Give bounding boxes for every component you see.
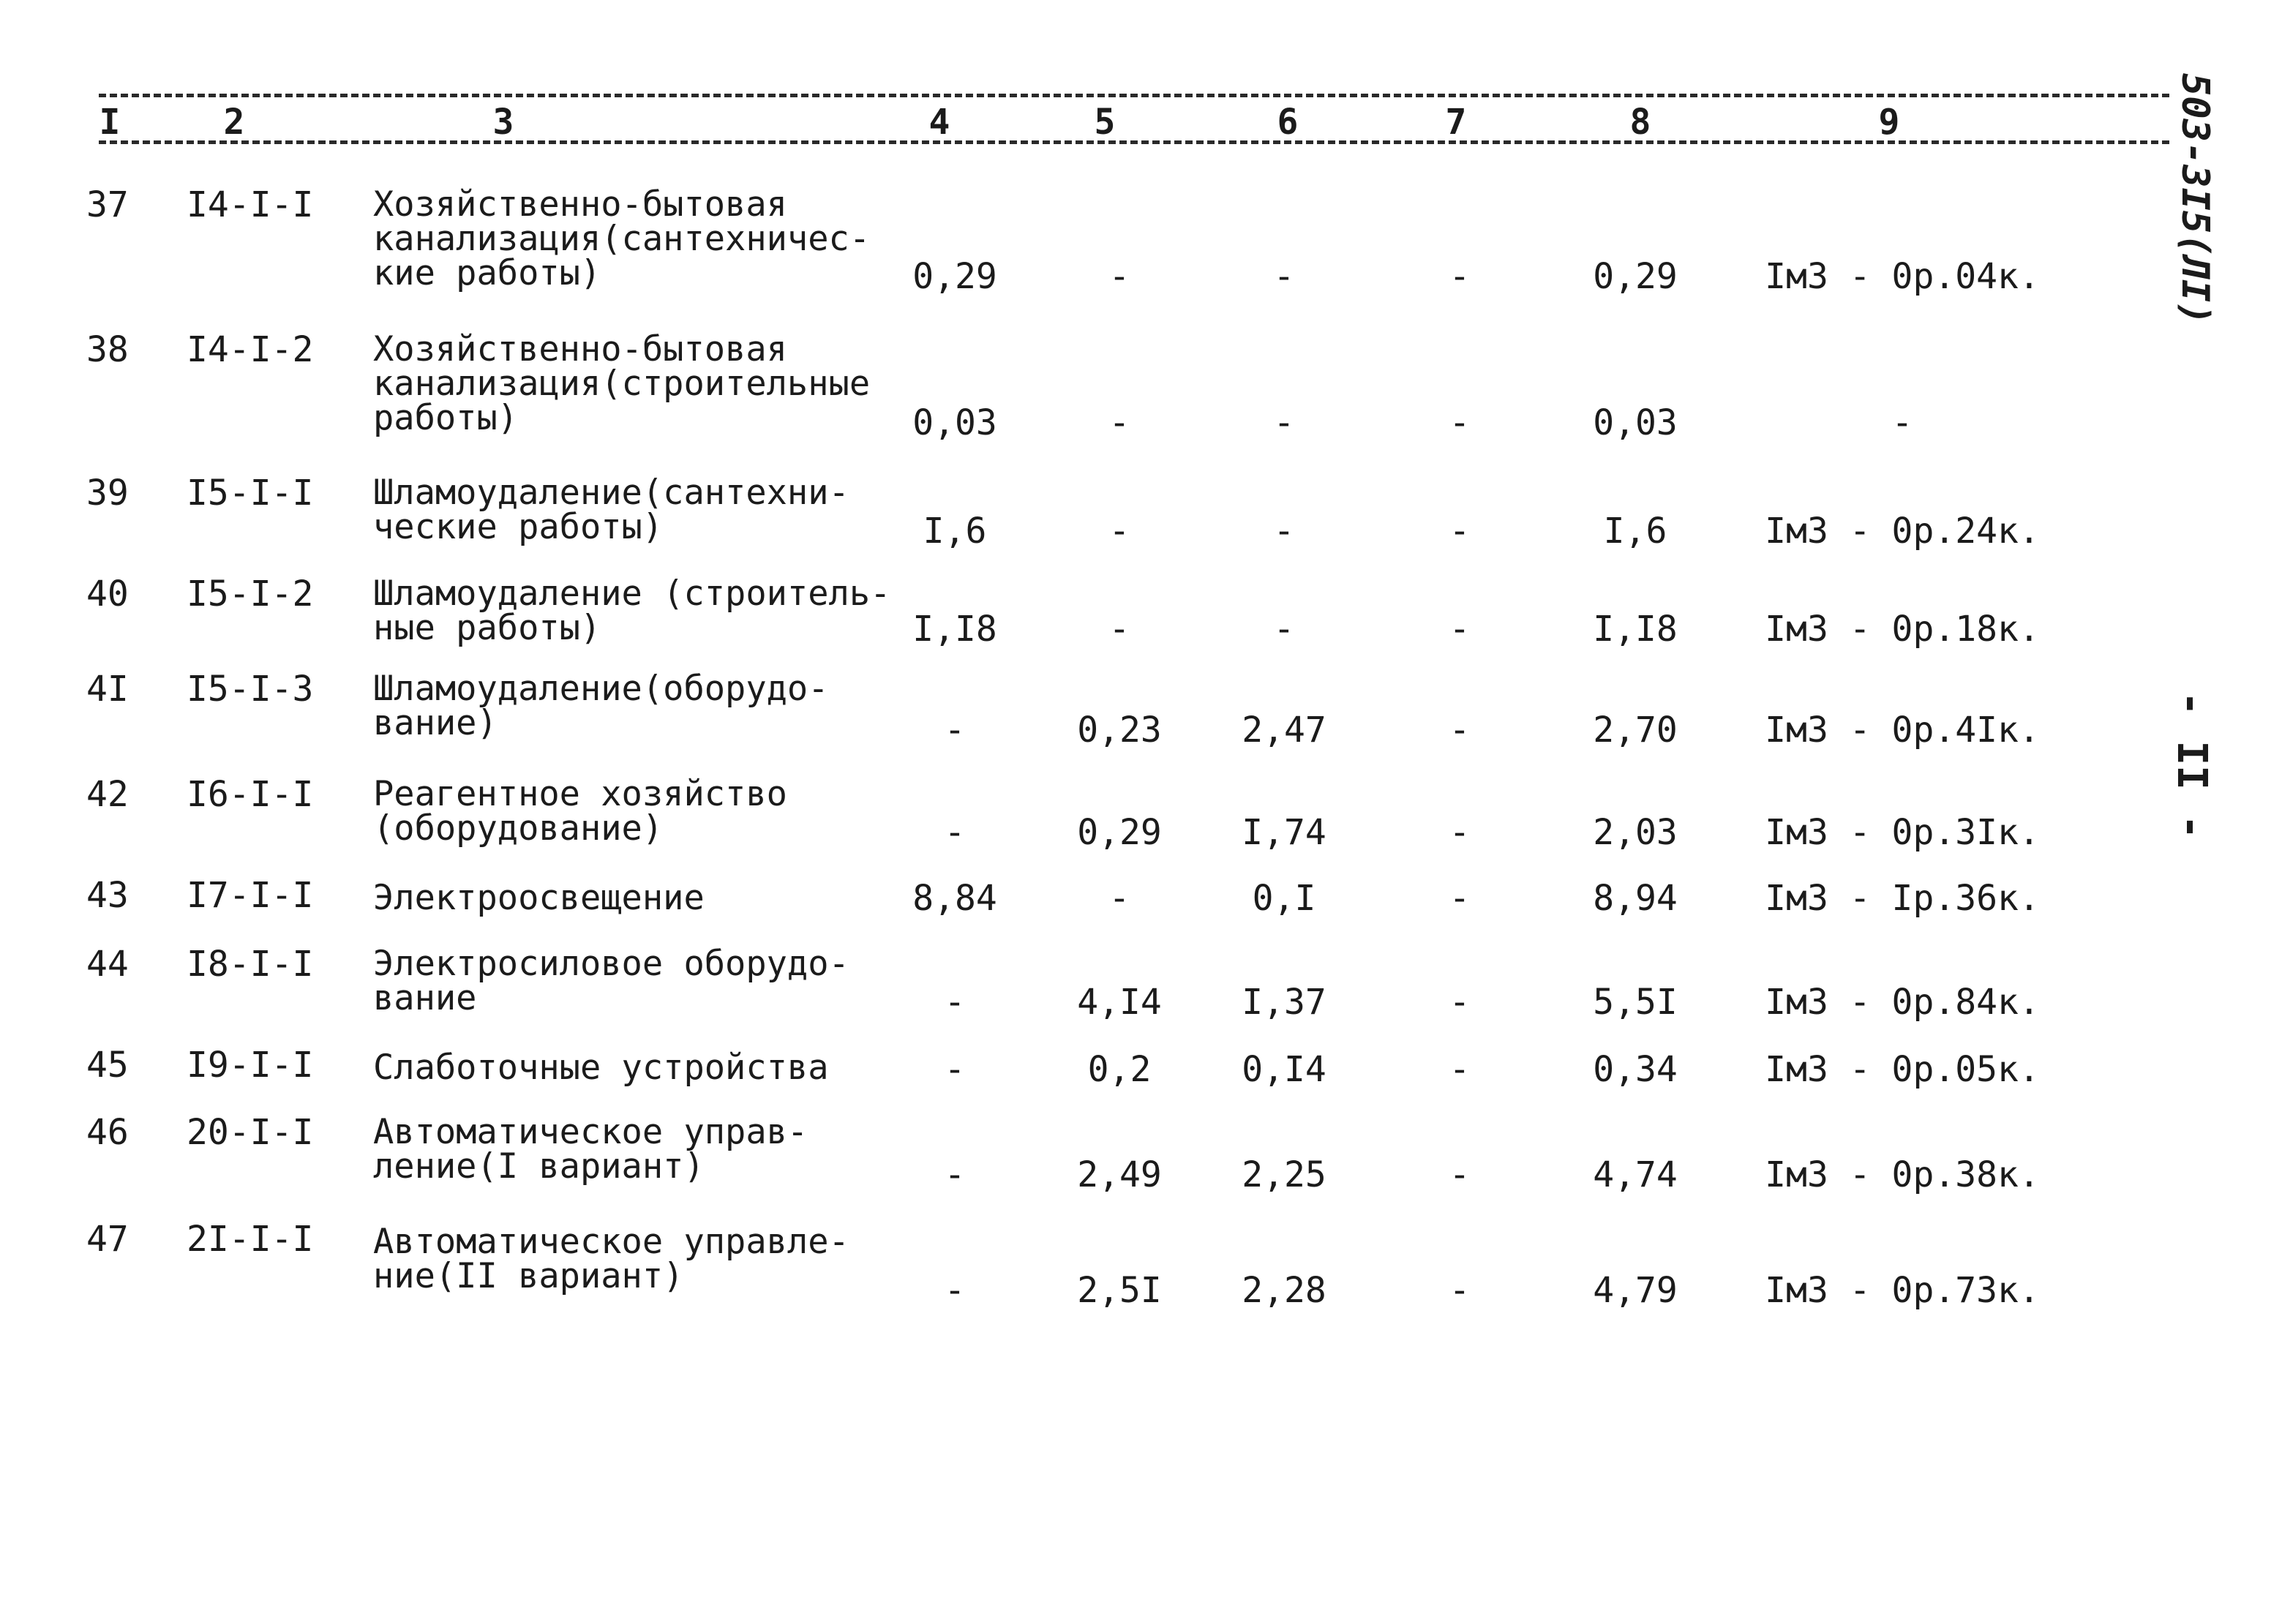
- row-number: 44: [86, 944, 129, 985]
- page-number-stamp: [2166, 691, 2224, 838]
- row-col8: I,6: [1603, 511, 1667, 552]
- row-col6: 0,I: [1252, 878, 1316, 919]
- row-col8: 2,03: [1593, 812, 1678, 853]
- header-col-6: 6: [1273, 104, 1302, 140]
- row-col7: -: [1449, 1049, 1471, 1090]
- row-col6: -: [1273, 511, 1295, 552]
- row-number: 39: [86, 473, 129, 514]
- row-col9: Iм3 - 0р.3Iк.: [1765, 812, 2040, 853]
- row-col6: I,74: [1242, 812, 1326, 853]
- row-col9: Iм3 - 0р.18к.: [1765, 609, 2040, 650]
- table-row: [0, 875, 2158, 922]
- header-col-2: 2: [219, 104, 249, 140]
- table-row: [0, 576, 2158, 657]
- row-col4: 8,84: [912, 878, 997, 919]
- row-number: 45: [86, 1045, 129, 1086]
- row-col9: -: [1891, 402, 1913, 443]
- row-col4: 0,03: [912, 402, 997, 443]
- table-row: [0, 1219, 2158, 1311]
- row-col9: Iм3 - 0р.4Iк.: [1765, 710, 2040, 751]
- header-col-1: I: [95, 104, 124, 140]
- row-code: I8-I-I: [187, 944, 314, 985]
- row-col9: Iм3 - 0р.38к.: [1765, 1154, 2040, 1195]
- row-col5: -: [1108, 402, 1130, 443]
- row-number: 47: [86, 1219, 129, 1260]
- row-number: 42: [86, 774, 129, 815]
- row-col7: -: [1449, 402, 1471, 443]
- row-col7: -: [1449, 609, 1471, 650]
- table-row: [0, 774, 2158, 857]
- row-col4: -: [944, 1154, 966, 1195]
- row-code: I4-I-2: [187, 329, 314, 370]
- row-code: I5-I-3: [187, 669, 314, 710]
- row-col8: 0,29: [1593, 256, 1678, 297]
- row-col6: I,37: [1242, 982, 1326, 1023]
- table-row: [0, 329, 2158, 449]
- row-col5: -: [1108, 609, 1130, 650]
- row-name: Автоматическое управле-ние(II вариант): [373, 1222, 849, 1296]
- row-col6: -: [1273, 256, 1295, 297]
- row-col8: 0,03: [1593, 402, 1678, 443]
- row-col7: -: [1449, 982, 1471, 1023]
- row-col7: -: [1449, 878, 1471, 919]
- row-col5: 2,49: [1077, 1154, 1162, 1195]
- row-col8: 4,79: [1593, 1270, 1678, 1311]
- header-col-4: 4: [925, 104, 954, 140]
- row-col6: -: [1273, 402, 1295, 443]
- row-code: I5-I-2: [187, 574, 314, 614]
- row-col7: -: [1449, 710, 1471, 751]
- row-number: 40: [86, 574, 129, 614]
- row-col6: 2,47: [1242, 710, 1326, 751]
- row-name: Шламоудаление (строитель-ные работы): [373, 574, 891, 648]
- page-number: - II -: [2168, 691, 2215, 840]
- row-name: Автоматическое управ-ление(I вариант): [373, 1112, 808, 1187]
- row-col5: -: [1108, 256, 1130, 297]
- row-col8: 2,70: [1593, 710, 1678, 751]
- row-col4: I,6: [923, 511, 987, 552]
- row-name: Хозяйственно-бытовая канализация(сантехничес-кие работы): [373, 184, 871, 293]
- row-code: 20-I-I: [187, 1112, 314, 1153]
- row-name: Электроосвещение: [373, 878, 705, 918]
- row-number: 4I: [86, 669, 129, 710]
- row-col5: 2,5I: [1077, 1270, 1162, 1311]
- row-col7: -: [1449, 511, 1471, 552]
- row-code: 2I-I-I: [187, 1219, 314, 1260]
- header-col-7: 7: [1441, 104, 1471, 140]
- header-col-8: 8: [1626, 104, 1655, 140]
- header-bottom-dashed-rule: [99, 140, 2169, 144]
- row-col5: 4,I4: [1077, 982, 1162, 1023]
- row-col9: Iм3 - Iр.36к.: [1765, 878, 2040, 919]
- header-col-3: 3: [489, 104, 518, 140]
- row-col5: -: [1108, 511, 1130, 552]
- row-col9: Iм3 - 0р.04к.: [1765, 256, 2040, 297]
- row-col7: -: [1449, 1270, 1471, 1311]
- table-row: [0, 184, 2158, 304]
- header-col-5: 5: [1090, 104, 1119, 140]
- row-col4: -: [944, 1049, 966, 1090]
- table-row: [0, 475, 2158, 556]
- row-name: Шламоудаление(сантехни-ческие работы): [373, 473, 849, 547]
- row-number: 37: [86, 184, 129, 225]
- row-col4: I,I8: [912, 609, 997, 650]
- row-col8: 0,34: [1593, 1049, 1678, 1090]
- header-col-9: 9: [1874, 104, 1904, 140]
- table-row: [0, 944, 2158, 1027]
- row-code: I9-I-I: [187, 1045, 314, 1086]
- row-col6: 0,I4: [1242, 1049, 1326, 1090]
- row-code: I7-I-I: [187, 875, 314, 916]
- row-col7: -: [1449, 812, 1471, 853]
- row-col9: Iм3 - 0р.73к.: [1765, 1270, 2040, 1311]
- row-col8: 4,74: [1593, 1154, 1678, 1195]
- row-name: Реагентное хозяйство (оборудование): [373, 774, 787, 849]
- row-number: 38: [86, 329, 129, 370]
- row-col8: I,I8: [1593, 609, 1678, 650]
- row-col5: -: [1108, 878, 1130, 919]
- row-col6: 2,28: [1242, 1270, 1326, 1311]
- row-col9: Iм3 - 0р.24к.: [1765, 511, 2040, 552]
- row-col9: Iм3 - 0р.84к.: [1765, 982, 2040, 1023]
- row-code: I6-I-I: [187, 774, 314, 815]
- row-col8: 5,5I: [1593, 982, 1678, 1023]
- table-row: [0, 1112, 2158, 1195]
- row-name: Хозяйственно-бытовая канализация(строительные работы): [373, 329, 871, 438]
- row-col4: -: [944, 1270, 966, 1311]
- row-col4: -: [944, 982, 966, 1023]
- document-code-stamp: [2173, 73, 2221, 326]
- row-col5: 0,23: [1077, 710, 1162, 751]
- document-code: 503-3I5(ЛI): [2173, 73, 2217, 326]
- row-name: Слаботочные устройства: [373, 1048, 829, 1088]
- row-name: Шламоудаление(оборудо-вание): [373, 669, 829, 743]
- row-col6: -: [1273, 609, 1295, 650]
- row-col7: -: [1449, 256, 1471, 297]
- row-name: Электросиловое оборудо-вание: [373, 944, 849, 1018]
- row-number: 43: [86, 875, 129, 916]
- row-col4: -: [944, 710, 966, 751]
- table-row: [0, 669, 2158, 752]
- row-col4: -: [944, 812, 966, 853]
- row-col6: 2,25: [1242, 1154, 1326, 1195]
- row-number: 46: [86, 1112, 129, 1153]
- row-col7: -: [1449, 1154, 1471, 1195]
- row-col9: Iм3 - 0р.05к.: [1765, 1049, 2040, 1090]
- row-col5: 0,29: [1077, 812, 1162, 853]
- row-col5: 0,2: [1087, 1049, 1152, 1090]
- header-top-dashed-rule: [99, 94, 2169, 97]
- table-row: [0, 1045, 2158, 1091]
- row-code: I5-I-I: [187, 473, 314, 514]
- row-col4: 0,29: [912, 256, 997, 297]
- row-code: I4-I-I: [187, 184, 314, 225]
- row-col8: 8,94: [1593, 878, 1678, 919]
